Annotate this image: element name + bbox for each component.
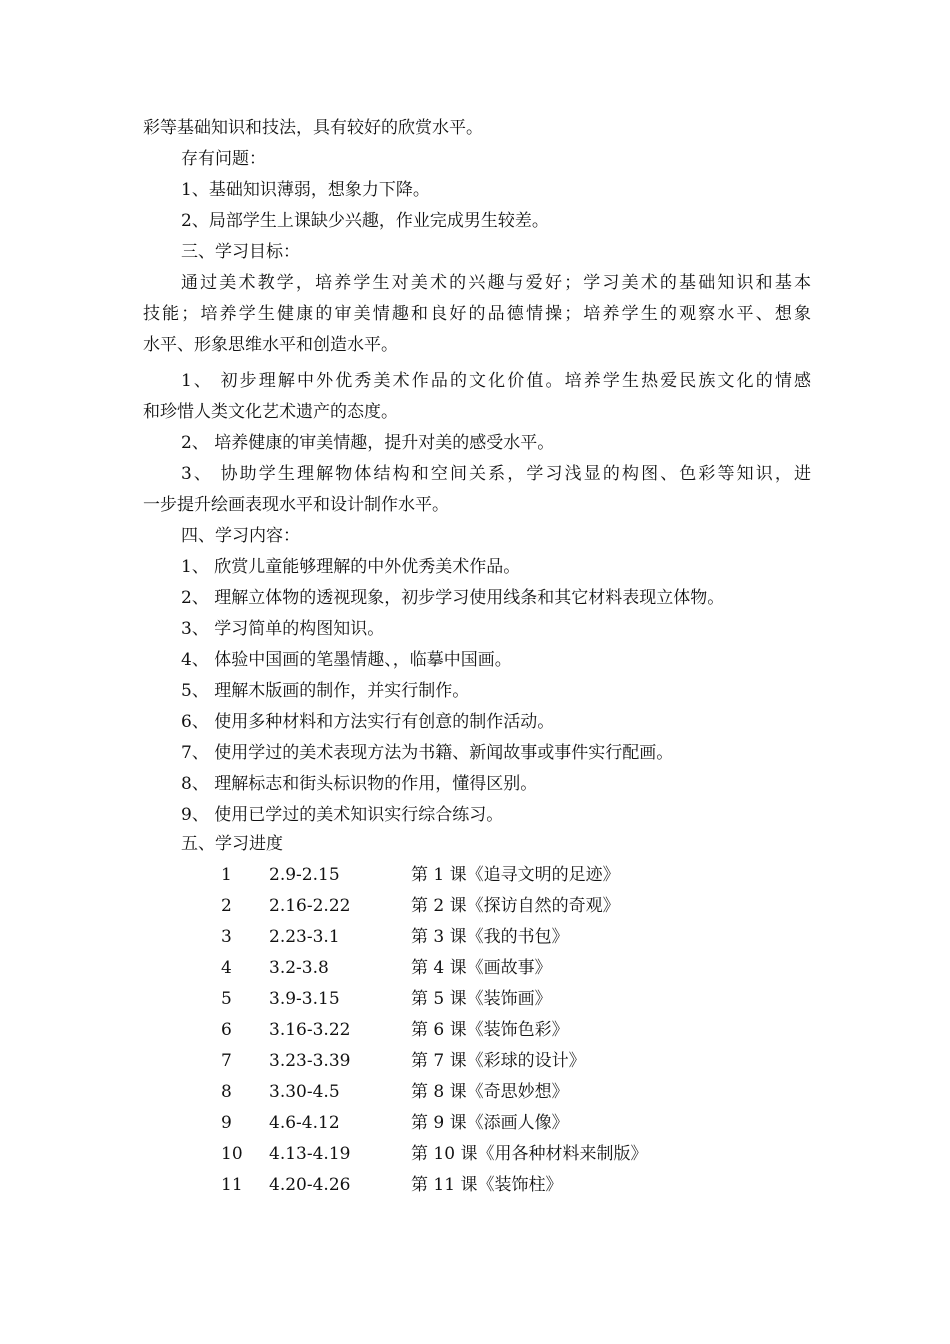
section-heading-goals: 三、学习目标： [181, 242, 300, 262]
goal-item-3-line-2: 一步提升绘画表现水平和设计制作水平。 [143, 495, 449, 515]
schedule-lesson: 第 8 课《奇思妙想》 [411, 1082, 569, 1102]
paragraph-continuation: 彩等基础知识和技法，具有较好的欣赏水平。 [143, 118, 483, 138]
issue-item-1: 1、基础知识薄弱，想象力下降。 [181, 180, 430, 200]
section-heading-schedule: 五、学习进度 [181, 834, 283, 854]
schedule-dates: 2.9-2.15 [269, 865, 340, 885]
schedule-dates: 4.13-4.19 [269, 1144, 351, 1164]
schedule-row [0, 953, 950, 984]
issues-heading: 存有问题： [181, 149, 266, 169]
schedule-number: 6 [221, 1020, 232, 1040]
schedule-lesson: 第 6 课《装饰色彩》 [411, 1020, 569, 1040]
content-item-3: 3、 学习简单的构图知识。 [181, 619, 385, 639]
schedule-lesson: 第 7 课《彩球的设计》 [411, 1051, 586, 1071]
content-item-8: 8、 理解标志和街头标识物的作用，懂得区别。 [181, 774, 538, 794]
schedule-number: 1 [221, 865, 232, 885]
issue-item-2: 2、局部学生上课缺少兴趣，作业完成男生较差。 [181, 211, 549, 231]
goal-item-2: 2、 培养健康的审美情趣，提升对美的感受水平。 [181, 433, 555, 453]
schedule-number: 3 [221, 927, 232, 947]
schedule-lesson: 第 4 课《画故事》 [411, 958, 552, 978]
schedule-number: 4 [221, 958, 232, 978]
content-item-7: 7、 使用学过的美术表现方法为书籍、新闻故事或事件实行配画。 [181, 743, 674, 763]
goals-paragraph-line-2: 技能；培养学生健康的审美情趣和良好的品德情操；培养学生的观察水平、想象 [143, 304, 811, 324]
schedule-dates: 4.20-4.26 [269, 1175, 351, 1195]
schedule-number: 7 [221, 1051, 232, 1071]
schedule-row [0, 1046, 950, 1077]
schedule-number: 9 [221, 1113, 232, 1133]
content-item-1: 1、 欣赏儿童能够理解的中外优秀美术作品。 [181, 557, 521, 577]
schedule-number: 8 [221, 1082, 232, 1102]
schedule-dates: 2.23-3.1 [269, 927, 340, 947]
content-item-9: 9、 使用已学过的美术知识实行综合练习。 [181, 805, 504, 825]
section-heading-content: 四、学习内容： [181, 526, 300, 546]
schedule-row [0, 860, 950, 891]
goal-item-1-line-2: 和珍惜人类文化艺术遗产的态度。 [143, 402, 398, 422]
schedule-number: 2 [221, 896, 232, 916]
goal-item-3-line-1: 3、 协助学生理解物体结构和空间关系，学习浅显的构图、色彩等知识，进 [181, 464, 811, 484]
schedule-row [0, 1108, 950, 1139]
schedule-row [0, 922, 950, 953]
schedule-lesson: 第 11 课《装饰柱》 [411, 1175, 563, 1195]
schedule-row [0, 891, 950, 922]
content-item-2: 2、 理解立体物的透视现象，初步学习使用线条和其它材料表现立体物。 [181, 588, 725, 608]
schedule-row [0, 1170, 950, 1201]
content-item-4: 4、 体验中国画的笔墨情趣、，临摹中国画。 [181, 650, 512, 670]
schedule-number: 10 [221, 1144, 243, 1164]
schedule-dates: 3.23-3.39 [269, 1051, 351, 1071]
schedule-lesson: 第 5 课《装饰画》 [411, 989, 552, 1009]
schedule-dates: 2.16-2.22 [269, 896, 351, 916]
schedule-row [0, 1015, 950, 1046]
schedule-lesson: 第 1 课《追寻文明的足迹》 [411, 865, 620, 885]
schedule-dates: 3.2-3.8 [269, 958, 329, 978]
goal-item-1-line-1: 1、 初步理解中外优秀美术作品的文化价值。培养学生热爱民族文化的情感 [181, 371, 811, 391]
schedule-lesson: 第 2 课《探访自然的奇观》 [411, 896, 620, 916]
schedule-number: 11 [221, 1175, 243, 1195]
content-item-6: 6、 使用多种材料和方法实行有创意的制作活动。 [181, 712, 555, 732]
schedule-lesson: 第 3 课《我的书包》 [411, 927, 569, 947]
schedule-dates: 3.9-3.15 [269, 989, 340, 1009]
schedule-dates: 3.16-3.22 [269, 1020, 351, 1040]
schedule-dates: 4.6-4.12 [269, 1113, 340, 1133]
content-item-5: 5、 理解木版画的制作，并实行制作。 [181, 681, 470, 701]
schedule-row [0, 984, 950, 1015]
schedule-dates: 3.30-4.5 [269, 1082, 340, 1102]
schedule-lesson: 第 10 课《用各种材料来制版》 [411, 1144, 648, 1164]
schedule-row [0, 1077, 950, 1108]
schedule-row [0, 1139, 950, 1170]
goals-paragraph-line-1: 通过美术教学，培养学生对美术的兴趣与爱好；学习美术的基础知识和基本 [181, 273, 811, 293]
schedule-lesson: 第 9 课《添画人像》 [411, 1113, 569, 1133]
goals-paragraph-line-3: 水平、形象思维水平和创造水平。 [143, 335, 398, 355]
schedule-number: 5 [221, 989, 232, 1009]
